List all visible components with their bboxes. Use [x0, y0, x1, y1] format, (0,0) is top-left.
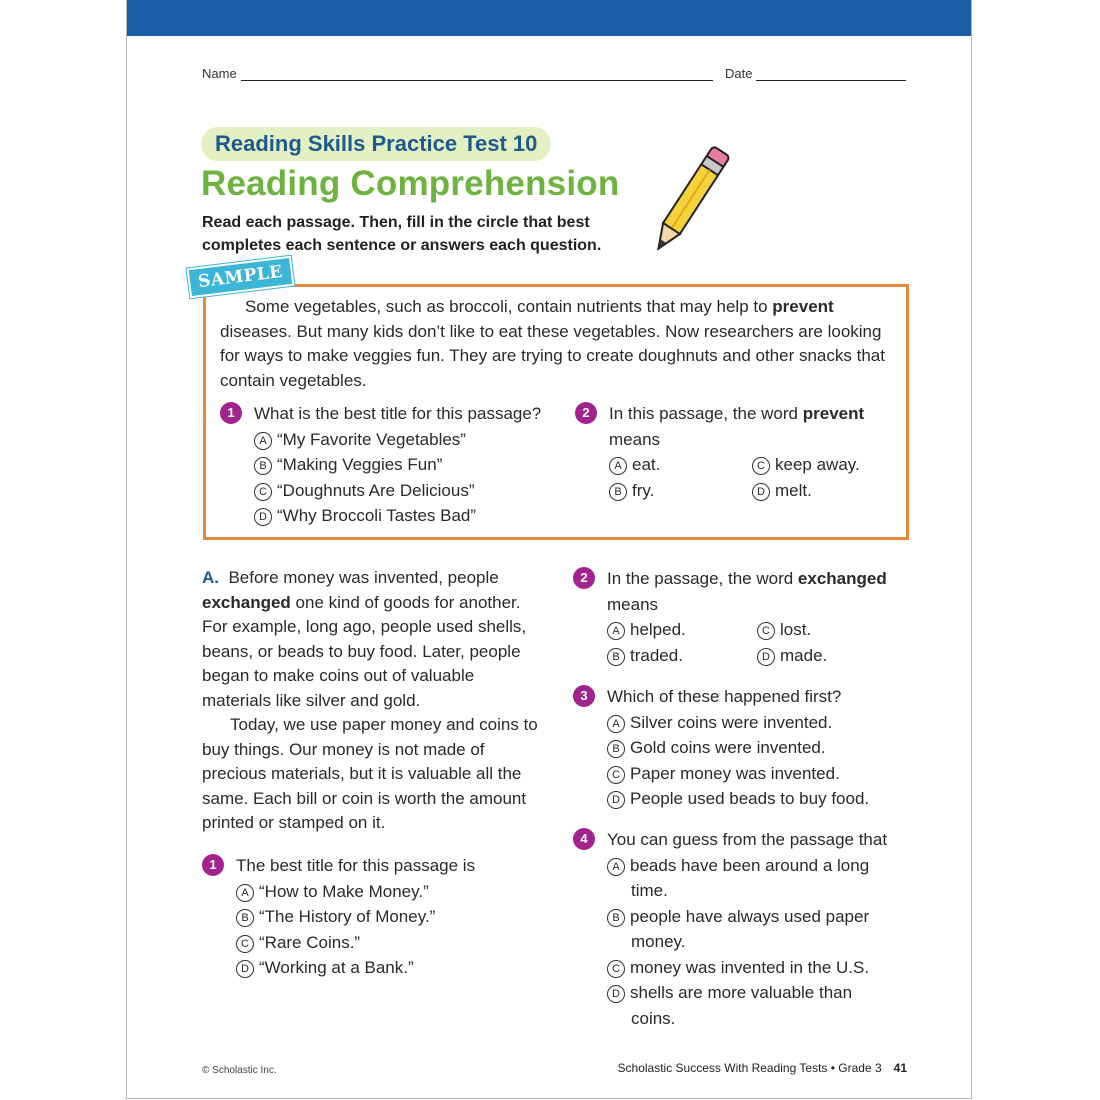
question-text: The best title for this passage is	[236, 856, 476, 875]
question-number: 2	[573, 567, 595, 589]
answer-option[interactable]: B traded.	[607, 643, 757, 669]
answer-option[interactable]: A beads have been around a long time.	[573, 853, 898, 904]
question-number: 1	[202, 854, 224, 876]
instructions: Read each passage. Then, fill in the circle that best completes each sentence or answers each question.	[202, 214, 602, 254]
pencil-icon	[645, 138, 735, 262]
question-text: What is the best title for this passage?	[254, 404, 542, 423]
answer-option[interactable]: C keep away.	[752, 452, 895, 478]
answer-bubble[interactable]: B	[607, 740, 625, 758]
answer-bubble[interactable]: C	[254, 483, 272, 501]
sample-question-2: 2 In this passage, the word prevent means A eat. C keep away. B fry. D melt.	[575, 401, 895, 503]
answer-option[interactable]: A “How to Make Money.”	[202, 879, 542, 905]
sample-tag: SAMPLE	[187, 256, 295, 299]
date-blank[interactable]	[756, 66, 906, 81]
answer-bubble[interactable]: C	[607, 766, 625, 784]
test-subtitle: Reading Skills Practice Test 10	[201, 127, 551, 161]
answer-bubble[interactable]: D	[254, 508, 272, 526]
answer-option[interactable]: B fry.	[609, 478, 752, 504]
answer-option[interactable]: B people have always used paper money.	[573, 904, 898, 955]
answer-bubble[interactable]: D	[607, 985, 625, 1003]
answer-option[interactable]: C “Rare Coins.”	[202, 930, 542, 956]
answer-option[interactable]: A eat.	[609, 452, 752, 478]
answer-option[interactable]: C Paper money was invented.	[573, 761, 913, 787]
answer-option[interactable]: C lost.	[757, 617, 907, 643]
answer-bubble[interactable]: D	[752, 483, 770, 501]
answer-option[interactable]: B Gold coins were invented.	[573, 735, 913, 761]
answer-bubble[interactable]: A	[236, 884, 254, 902]
question-number: 4	[573, 828, 595, 850]
answer-option[interactable]: B “Making Veggies Fun”	[220, 452, 560, 478]
answer-bubble[interactable]: C	[752, 457, 770, 475]
answer-bubble[interactable]: A	[254, 432, 272, 450]
answer-bubble[interactable]: D	[236, 960, 254, 978]
question-4	[573, 827, 898, 1031]
question-1	[202, 853, 542, 981]
section-label: A.	[202, 568, 219, 587]
name-label: Name	[202, 66, 237, 81]
copyright: © Scholastic Inc.	[202, 1065, 277, 1076]
answer-option[interactable]: A Silver coins were invented.	[573, 710, 913, 736]
sample-vocab-word: prevent	[772, 297, 834, 316]
date-label: Date	[725, 66, 753, 81]
date-line	[725, 66, 906, 81]
answer-option[interactable]: D shells are more valuable than coins.	[573, 980, 898, 1031]
answer-bubble[interactable]: A	[607, 715, 625, 733]
answer-option[interactable]: B “The History of Money.”	[202, 904, 542, 930]
book-title: Scholastic Success With Reading Tests • Grade 3	[617, 1061, 882, 1075]
sample-passage-text: Some vegetables, such as broccoli, contain nutrients that may help to	[245, 297, 773, 316]
name-blank[interactable]	[241, 66, 713, 81]
answer-option[interactable]: C money was invented in the U.S.	[573, 955, 898, 981]
answer-option[interactable]: C “Doughnuts Are Delicious”	[220, 478, 560, 504]
answer-bubble[interactable]: C	[757, 622, 775, 640]
sample-box	[203, 284, 909, 540]
answer-bubble[interactable]: B	[607, 909, 625, 927]
answer-option[interactable]: D made.	[757, 643, 907, 669]
answer-bubble[interactable]: B	[236, 909, 254, 927]
question-number: 1	[220, 402, 242, 424]
answer-bubble[interactable]: B	[609, 483, 627, 501]
passage-a: A. Before money was invented, people exchanged one kind of goods for another. For example, long ago, people used shells, beans, or beads to buy food. Later, people began to make coins out of valuable materials like silver and gold. Today, we use paper money and coins to buy things. Our money is not made of precious materials, but it is valuable all the same. Each bill or coin is worth the amount printed or stamped on it.	[202, 568, 538, 832]
question-2: 2 In the passage, the word exchanged means A helped. C lost. B traded. D made.	[573, 566, 913, 668]
footer-book-info	[618, 1061, 907, 1075]
worksheet-page	[126, 0, 972, 1099]
question-3	[573, 684, 913, 812]
answer-bubble[interactable]: B	[254, 457, 272, 475]
answer-option[interactable]: A “My Favorite Vegetables”	[220, 427, 560, 453]
answer-option[interactable]: D People used beads to buy food.	[573, 786, 913, 812]
sample-passage	[220, 295, 900, 393]
answer-option[interactable]: D “Why Broccoli Tastes Bad”	[220, 503, 560, 529]
page-title: Reading Comprehension	[201, 164, 620, 203]
sample-passage-text-end: diseases. But many kids don’t like to eat these vegetables. Now researchers are looking for ways to make veggies fun. They are trying to create doughnuts and other snacks that contain vegetables.	[220, 321, 885, 390]
vocab-word: exchanged	[202, 592, 291, 612]
question-number: 3	[573, 685, 595, 707]
question-number: 2	[575, 402, 597, 424]
answer-bubble[interactable]: A	[607, 622, 625, 640]
answer-option[interactable]: D melt.	[752, 478, 895, 504]
answer-bubble[interactable]: D	[607, 791, 625, 809]
question-text: You can guess from the passage that	[607, 830, 888, 849]
answer-bubble[interactable]: B	[607, 648, 625, 666]
top-color-bar	[127, 0, 971, 36]
sample-question-1	[220, 401, 560, 529]
answer-bubble[interactable]: C	[607, 960, 625, 978]
answer-bubble[interactable]: C	[236, 935, 254, 953]
answer-option[interactable]: A helped.	[607, 617, 757, 643]
answer-bubble[interactable]: A	[609, 457, 627, 475]
name-line	[202, 66, 713, 81]
answer-bubble[interactable]: A	[607, 858, 625, 876]
question-text: Which of these happened first?	[607, 687, 842, 706]
answer-option[interactable]: D “Working at a Bank.”	[202, 955, 542, 981]
page-number: 41	[893, 1061, 907, 1075]
answer-bubble[interactable]: D	[757, 648, 775, 666]
